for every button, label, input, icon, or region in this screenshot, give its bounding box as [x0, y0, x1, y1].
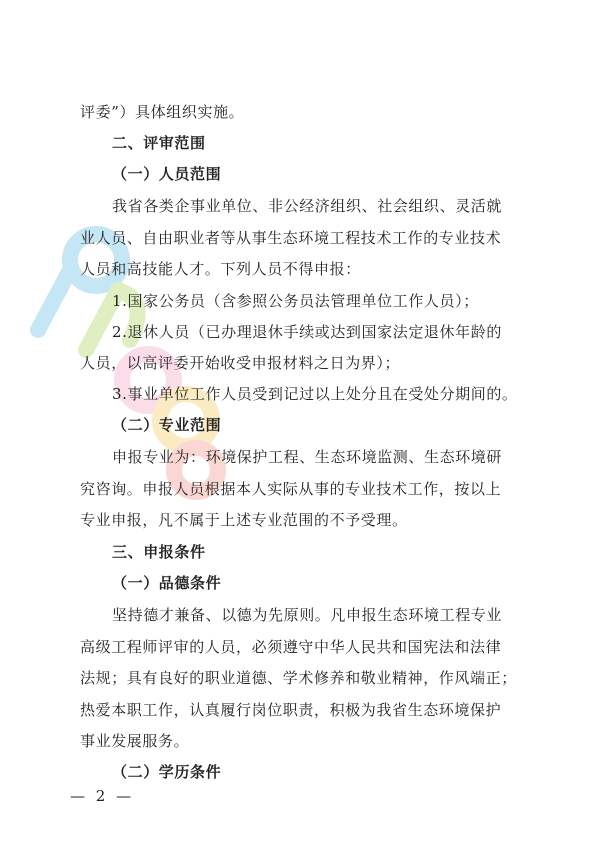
subsection-heading: （一）品德条件 [112, 574, 222, 592]
body-text-line: 人员和高技能人才。下列人员不得申报： [80, 260, 361, 278]
body-text-line: 高级工程师评审的人员，必须遵守中华人民共和国宪法和法律 [80, 638, 502, 656]
section-heading: 二、评审范围 [112, 134, 206, 152]
list-item: 3.事业单位工作人员受到记过以上处分且在受处分期间的。 [112, 385, 518, 403]
body-text-line: 申报专业为：环境保护工程、生态环境监测、生态环境研 [112, 448, 503, 466]
list-item: 1.国家公务员（含参照公务员法管理单位工作人员）； [112, 292, 479, 310]
body-text-line: 评委”）具体组织实施。 [80, 103, 245, 121]
subsection-heading: （二）学历条件 [112, 763, 222, 781]
body-text-line: 专业申报，凡不属于上述专业范围的不予受理。 [80, 511, 408, 529]
subsection-heading: （一）人员范围 [112, 165, 222, 183]
list-item: 2.退休人员（已办理退休手续或达到国家法定退休年龄的 [112, 323, 502, 341]
section-heading: 三、申报条件 [112, 543, 206, 561]
body-text-line: 坚持德才兼备、以德为先原则。凡申报生态环境工程专业 [112, 606, 503, 624]
body-text-line: 事业发展服务。 [80, 732, 190, 750]
page-number: — 2 — [70, 787, 135, 805]
body-text-line: 究咨询。申报人员根据本人实际从事的专业技术工作，按以上 [80, 480, 502, 498]
subsection-heading: （二）专业范围 [112, 416, 222, 434]
body-text-line: 法规；具有良好的职业道德、学术修养和敬业精神，作风端正； [80, 669, 517, 687]
list-item-continuation: 人员，以高评委开始收受申报材料之日为界）； [80, 354, 401, 372]
body-text-line: 我省各类企事业单位、非公经济组织、社会组织、灵活就 [112, 197, 503, 215]
body-text-line: 业人员、自由职业者等从事生态环境工程技术工作的专业技术 [80, 229, 502, 247]
body-text-line: 热爱本职工作，认真履行岗位职责，积极为我省生态环境保护 [80, 701, 502, 719]
